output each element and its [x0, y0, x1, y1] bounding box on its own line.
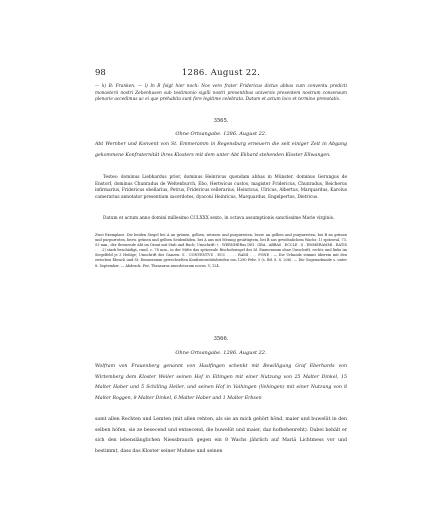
datum-clause-text: Datum et actum anno domini millesimo CCLXXX sexto, in octava assumptionis sanctissime Marie virginis. — [103, 216, 335, 221]
witness-list-text: Testes: dominus Liebhardus prior, dominus Heinricus quondam abbas in Münster, dominus Gerungus de Enstorf, dominus Chunradus de Weltenburch, Ebo, Hertwicus custos, magister Fridericus, Chunradus, Reicherus infirmarius, Fridericus obellarius, Petrus, Fridericus cellerarius, Heinricus, Ulricus, Albertus, Marquardus, Karolus camerarius annotator presentium sacerdotes, dyaconi Heinricus, Marquardus, Engelpertus, Dietricus. — [95, 175, 347, 200]
document-number: 3566. — [213, 336, 229, 342]
archival-notes: Zwei Exemplare. Die beiden Siegel bei A an grünen, gelben, weissen und purpurroten, bezw. an gelben und purpurroten, bei B an grünen und purpurroten, bezw. grünen und gelben Seidenfäden, bei A aus mit Meunig gesättigtem, bei B aus gewöhnlichem Wachs: 1) spitzoval, 73, 53 mm., der thronende Abt im Ornat mit Stab und Buch; Umschrift: † . WERNHERus DEI . GRA . ABBAS . ECCLE . S . EMMERAMMI . RATIS . . . 2) stark beschädigt, rund, c. 78 mm., in der Mitte das spitzovale Bischofssiegel des hl. Emmeramm ohne Umschrift, rechts und links im Siegelfeld je 3 Heilige; Umschrift des Ganzen: S . CONVENTVS . ECC . . . . RAMI . . . PONE . — Die Urkunde stimmt überein mit den zwischen Ebrach und St. Emmeramm gewechselten Konfraternitätsbriefen von 1280 Febr. 5 (s. Bd. 8, S. 206). — Die Gegenurkunde s. unter 8. September. — Abdruck: Pez, Thesaurus anecdotorum novus. V, 124. — [95, 233, 347, 268]
witness-list — [95, 175, 347, 201]
regest-summary: Abt Wernher und Konvent von St. Emmeramm in Regensburg erneuern die seit einiger Zeit in Abgang gekommene Konfraternität ihres Klosters mit dem unter Abt Ekhard stehenden Kloster Ellwangen. — [95, 142, 347, 158]
datum-clause — [95, 216, 347, 223]
document-number: 3565. — [213, 118, 229, 124]
footnote-previous: — k) B: Franken. — l) In B folgt hier noch: Nos vero frater Fridericus dictus abbas cum conventu predicti monasterii nostri Zebenhusen sub testimonio sigilli nostri presentibus universis presentem nostrum consensum plenarie accedimus ac ei que prehabita sunt fore legitime celebrata. Datum et actum loco et termino prenotatis. — [95, 84, 347, 103]
page-number: 98 — [95, 68, 106, 78]
document-dateline: Ohne Ortsangabe. 1286. August 22. — [175, 350, 267, 356]
regest-summary: Wolfram von Frauenberg genannt von Haslfingen schenkt mit Bewilligung Graf Eberhards von Wirtemberg dem Kloster Weiler seinen Hof in Eltingen mit einer Nutzung von 25 Malter Dinkel, 15 Malter Haber und 5 Schilling Heller, und seinen Hof in Vaihingen (Vehingen) mit einer Nutzung von 8 Malter Roggen, 8 Malter Dinkel, 6 Malter Haber und 1 Malter Erbsen — [95, 364, 347, 402]
running-header — [95, 68, 347, 80]
regest-summary-continued: samt allen Rechten und Lemten (mit allen rehten, als sie an mich gehört hônd, maier und buwelüt in den selben höfen, sie ze besecend und entsecend, die buwelüt und maier, daz hofbehenreht). Dabei behält er sich den lebenslänglichen Niessbrauch gegen ein 8 Wachs jährlich auf Mariä Lichtmess vor und bestimmt, dass das Kloster seiner Muhme und seinen — [95, 417, 347, 455]
document-dateline: Ohne Ortsangabe. 1286. August 22. — [175, 131, 267, 137]
running-title: 1286. August 22. — [181, 68, 261, 78]
